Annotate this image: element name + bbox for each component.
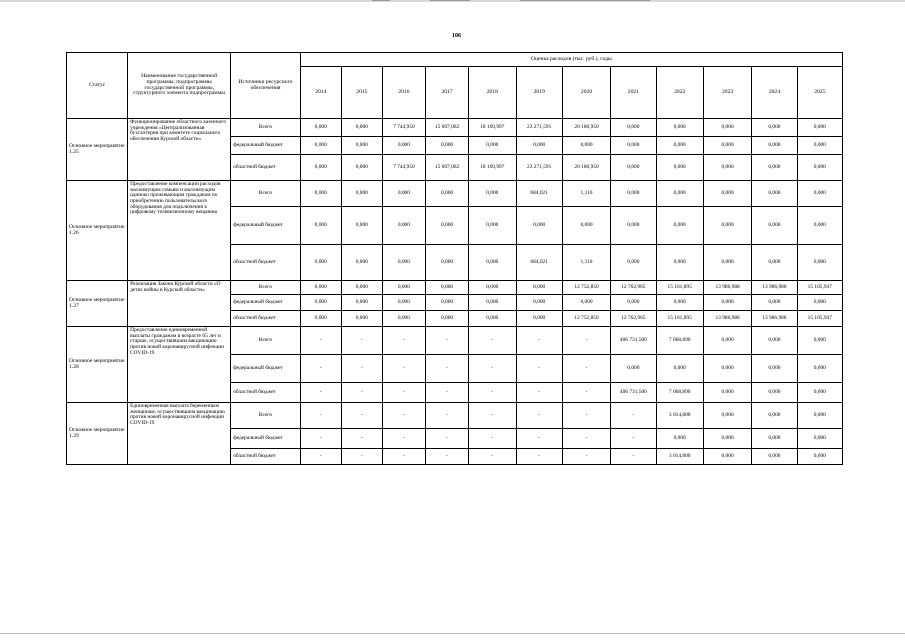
value-cell: - bbox=[425, 383, 468, 403]
header-name: Наименование государственной программы, подпрограммы государственной программы, структурного элемента подпрограммы bbox=[128, 53, 231, 119]
measure-name-cell: Реализация Закона Курской области «О детях войны в Курской области» bbox=[128, 281, 231, 327]
table-row bbox=[67, 327, 843, 355]
value-cell: 0,000 bbox=[752, 355, 797, 383]
value-cell: - bbox=[516, 327, 562, 355]
source-cell: федеральный бюджет bbox=[231, 137, 300, 155]
value-cell: 0,000 bbox=[516, 207, 562, 245]
value-cell: - bbox=[382, 449, 425, 465]
value-cell: 0,000 bbox=[656, 155, 703, 181]
value-cell: 0,000 bbox=[797, 137, 842, 155]
value-cell: 0,000 bbox=[469, 245, 516, 281]
value-cell: 0,000 bbox=[703, 181, 751, 207]
value-cell: - bbox=[516, 355, 562, 383]
value-cell: 0,000 bbox=[469, 207, 516, 245]
value-cell: 0,000 bbox=[425, 137, 468, 155]
value-cell: 0,000 bbox=[516, 137, 562, 155]
value-cell: - bbox=[341, 449, 382, 465]
value-cell: 0,000 bbox=[703, 207, 751, 245]
value-cell: 15 607,062 bbox=[425, 119, 468, 137]
value-cell: 0,000 bbox=[611, 207, 656, 245]
source-cell: Всего bbox=[231, 119, 300, 137]
value-cell: 13 986,988 bbox=[703, 281, 751, 295]
value-cell: - bbox=[611, 403, 656, 429]
value-cell: 0,000 bbox=[752, 403, 797, 429]
table-body bbox=[67, 119, 843, 465]
value-cell: 12 752,850 bbox=[562, 281, 610, 295]
value-cell: 13 986,988 bbox=[752, 281, 797, 295]
header-year: 2024 bbox=[752, 67, 797, 119]
header-estimate: Оценка расходов (тыс. руб.), годы bbox=[300, 53, 842, 67]
value-cell: - bbox=[469, 383, 516, 403]
value-cell: - bbox=[469, 429, 516, 449]
value-cell: 0,000 bbox=[611, 181, 656, 207]
value-cell: 0,000 bbox=[516, 281, 562, 295]
value-cell: 0,000 bbox=[341, 137, 382, 155]
value-cell: - bbox=[425, 449, 468, 465]
value-cell: 20 180,950 bbox=[562, 155, 610, 181]
value-cell: 15 105,947 bbox=[797, 281, 842, 295]
value-cell: - bbox=[382, 403, 425, 429]
value-cell: 0,000 bbox=[752, 155, 797, 181]
header-year: 2025 bbox=[797, 67, 842, 119]
value-cell: - bbox=[382, 355, 425, 383]
value-cell: 0,000 bbox=[703, 245, 751, 281]
value-cell: 0,000 bbox=[797, 429, 842, 449]
value-cell: - bbox=[341, 383, 382, 403]
source-cell: федеральный бюджет bbox=[231, 355, 300, 383]
header-year: 2016 bbox=[382, 67, 425, 119]
value-cell: 12 762,965 bbox=[611, 281, 656, 295]
source-cell: областной бюджет bbox=[231, 245, 300, 281]
value-cell: 0,000 bbox=[469, 281, 516, 295]
value-cell: 7 068,890 bbox=[656, 327, 703, 355]
value-cell: - bbox=[425, 355, 468, 383]
table-row bbox=[67, 281, 843, 295]
value-cell: 3 014,800 bbox=[656, 403, 703, 429]
table-row bbox=[67, 181, 843, 207]
value-cell: - bbox=[469, 403, 516, 429]
header-year: 2015 bbox=[341, 67, 382, 119]
value-cell: 0,000 bbox=[562, 137, 610, 155]
value-cell: 0,000 bbox=[611, 295, 656, 311]
value-cell: 0,000 bbox=[656, 355, 703, 383]
value-cell: - bbox=[562, 429, 610, 449]
source-cell: Всего bbox=[231, 327, 300, 355]
value-cell: 0,000 bbox=[656, 295, 703, 311]
value-cell: 20 180,950 bbox=[562, 119, 610, 137]
value-cell: - bbox=[562, 355, 610, 383]
source-cell: федеральный бюджет bbox=[231, 295, 300, 311]
value-cell: 0,000 bbox=[656, 245, 703, 281]
value-cell: - bbox=[562, 403, 610, 429]
source-cell: областной бюджет bbox=[231, 449, 300, 465]
value-cell: 0,000 bbox=[611, 355, 656, 383]
value-cell: 0,000 bbox=[425, 207, 468, 245]
value-cell: 0,000 bbox=[300, 119, 341, 137]
measure-name-cell: Единовременная выплата беременным женщинам, осуществившим вакцинацию против новой коронавирусной инфекции COVID-19 bbox=[128, 403, 231, 465]
value-cell: 18 169,997 bbox=[469, 119, 516, 137]
value-cell: 0,000 bbox=[425, 245, 468, 281]
value-cell: - bbox=[300, 327, 341, 355]
value-cell: 0,000 bbox=[300, 155, 341, 181]
source-cell: федеральный бюджет bbox=[231, 429, 300, 449]
status-cell: Основное мероприятие 1.26 bbox=[67, 181, 128, 281]
value-cell: 0,000 bbox=[341, 281, 382, 295]
value-cell: 15 161,895 bbox=[656, 311, 703, 327]
measure-name-cell: Предоставление единовременной выплаты гражданам в возрасте 65 лет и старше, осуществившим вакцинацию против новой коронавирусной инфекции COVID-19 bbox=[128, 327, 231, 403]
header-year: 2020 bbox=[562, 67, 610, 119]
scan-mark bbox=[520, 0, 650, 1]
value-cell: 0,000 bbox=[469, 295, 516, 311]
value-cell: 0,000 bbox=[300, 245, 341, 281]
value-cell: - bbox=[382, 429, 425, 449]
source-cell: федеральный бюджет bbox=[231, 207, 300, 245]
value-cell: - bbox=[425, 429, 468, 449]
source-cell: областной бюджет bbox=[231, 155, 300, 181]
value-cell: 0,000 bbox=[656, 207, 703, 245]
source-cell: областной бюджет bbox=[231, 311, 300, 327]
value-cell: - bbox=[382, 383, 425, 403]
value-cell: - bbox=[562, 327, 610, 355]
scan-mark bbox=[372, 0, 390, 1]
value-cell: 0,000 bbox=[752, 207, 797, 245]
value-cell: 18 169,997 bbox=[469, 155, 516, 181]
value-cell: - bbox=[516, 429, 562, 449]
value-cell: 0,000 bbox=[425, 295, 468, 311]
value-cell: 0,000 bbox=[797, 155, 842, 181]
value-cell: 13 986,988 bbox=[752, 311, 797, 327]
value-cell: - bbox=[469, 327, 516, 355]
value-cell: 0,000 bbox=[300, 137, 341, 155]
value-cell: 0,000 bbox=[611, 137, 656, 155]
header-year: 2022 bbox=[656, 67, 703, 119]
scan-bottom-edge bbox=[0, 633, 905, 634]
value-cell: 15 607,062 bbox=[425, 155, 468, 181]
value-cell: 0,000 bbox=[752, 327, 797, 355]
value-cell: - bbox=[562, 449, 610, 465]
value-cell: 0,000 bbox=[797, 327, 842, 355]
value-cell: - bbox=[300, 355, 341, 383]
value-cell: 684,021 bbox=[516, 245, 562, 281]
value-cell: 684,021 bbox=[516, 181, 562, 207]
header-year: 2018 bbox=[469, 67, 516, 119]
value-cell: 0,000 bbox=[703, 355, 751, 383]
header-status: Статус bbox=[67, 53, 128, 119]
value-cell: - bbox=[300, 383, 341, 403]
value-cell: 0,000 bbox=[797, 207, 842, 245]
value-cell: 3 014,800 bbox=[656, 449, 703, 465]
value-cell: 0,000 bbox=[425, 281, 468, 295]
status-cell: Основное мероприятие 1.28 bbox=[67, 327, 128, 403]
value-cell: 0,000 bbox=[752, 119, 797, 137]
value-cell: 0,000 bbox=[382, 181, 425, 207]
header-source: Источники ресурсного обеспечения bbox=[231, 53, 300, 119]
table-row bbox=[67, 119, 843, 137]
value-cell: 0,000 bbox=[611, 119, 656, 137]
value-cell: 0,000 bbox=[341, 119, 382, 137]
source-cell: областной бюджет bbox=[231, 383, 300, 403]
value-cell: 0,000 bbox=[611, 245, 656, 281]
value-cell: 0,000 bbox=[656, 429, 703, 449]
value-cell: 0,000 bbox=[341, 155, 382, 181]
value-cell: - bbox=[341, 429, 382, 449]
source-cell: Всего bbox=[231, 181, 300, 207]
value-cell: 7 744,950 bbox=[382, 119, 425, 137]
value-cell: 0,000 bbox=[341, 295, 382, 311]
value-cell: 1,110 bbox=[562, 181, 610, 207]
value-cell: - bbox=[562, 383, 610, 403]
value-cell: 0,000 bbox=[300, 311, 341, 327]
value-cell: - bbox=[300, 429, 341, 449]
value-cell: - bbox=[300, 403, 341, 429]
value-cell: - bbox=[341, 327, 382, 355]
value-cell: 0,000 bbox=[797, 119, 842, 137]
header-year: 2021 bbox=[611, 67, 656, 119]
value-cell: - bbox=[516, 403, 562, 429]
value-cell: - bbox=[425, 403, 468, 429]
value-cell: 406 731,500 bbox=[611, 327, 656, 355]
value-cell: 0,000 bbox=[382, 295, 425, 311]
value-cell: 0,000 bbox=[703, 429, 751, 449]
value-cell: 13 986,988 bbox=[703, 311, 751, 327]
value-cell: 7 744,950 bbox=[382, 155, 425, 181]
value-cell: 0,000 bbox=[562, 207, 610, 245]
value-cell: 0,000 bbox=[797, 181, 842, 207]
value-cell: 406 731,500 bbox=[611, 383, 656, 403]
value-cell: 0,000 bbox=[469, 181, 516, 207]
status-cell: Основное мероприятие 1.25 bbox=[67, 119, 128, 181]
value-cell: 0,000 bbox=[562, 295, 610, 311]
value-cell: 0,000 bbox=[703, 449, 751, 465]
value-cell: 12 762,965 bbox=[611, 311, 656, 327]
value-cell: 0,000 bbox=[469, 311, 516, 327]
value-cell: - bbox=[469, 449, 516, 465]
source-cell: Всего bbox=[231, 403, 300, 429]
value-cell: - bbox=[516, 449, 562, 465]
value-cell: 0,000 bbox=[382, 281, 425, 295]
value-cell: 7 068,890 bbox=[656, 383, 703, 403]
value-cell: 0,000 bbox=[341, 181, 382, 207]
value-cell: 15 105,947 bbox=[797, 311, 842, 327]
value-cell: - bbox=[341, 403, 382, 429]
value-cell: 0,000 bbox=[469, 137, 516, 155]
value-cell: 0,000 bbox=[382, 311, 425, 327]
page-number: 106 bbox=[452, 33, 461, 39]
value-cell: 0,000 bbox=[703, 119, 751, 137]
value-cell: 0,000 bbox=[797, 383, 842, 403]
value-cell: 1,110 bbox=[562, 245, 610, 281]
table-row bbox=[67, 403, 843, 429]
value-cell: 0,000 bbox=[341, 207, 382, 245]
value-cell: 0,000 bbox=[341, 311, 382, 327]
value-cell: - bbox=[382, 327, 425, 355]
value-cell: 0,000 bbox=[703, 383, 751, 403]
value-cell: 0,000 bbox=[300, 207, 341, 245]
value-cell: 0,000 bbox=[752, 137, 797, 155]
status-cell: Основное мероприятие 1.29 bbox=[67, 403, 128, 465]
value-cell: 0,000 bbox=[341, 245, 382, 281]
value-cell: 23 271,591 bbox=[516, 119, 562, 137]
value-cell: 0,000 bbox=[703, 403, 751, 429]
value-cell: 0,000 bbox=[797, 245, 842, 281]
value-cell: 0,000 bbox=[752, 383, 797, 403]
measure-name-cell: Предоставление компенсации расходов малоимущим семьям и малоимущим одиноко проживающим гражданам по приобретению пользовательского оборудования для подключения к цифровому телевизионному вещанию bbox=[128, 181, 231, 281]
value-cell: 0,000 bbox=[516, 295, 562, 311]
header-year: 2023 bbox=[703, 67, 751, 119]
value-cell: 0,000 bbox=[797, 449, 842, 465]
value-cell: 0,000 bbox=[382, 137, 425, 155]
value-cell: 0,000 bbox=[752, 181, 797, 207]
value-cell: 0,000 bbox=[752, 245, 797, 281]
value-cell: 0,000 bbox=[382, 245, 425, 281]
value-cell: 0,000 bbox=[300, 295, 341, 311]
value-cell: - bbox=[300, 449, 341, 465]
source-cell: Всего bbox=[231, 281, 300, 295]
value-cell: - bbox=[611, 429, 656, 449]
header-year: 2017 bbox=[425, 67, 468, 119]
value-cell: - bbox=[469, 355, 516, 383]
value-cell: 0,000 bbox=[656, 119, 703, 137]
value-cell: 0,000 bbox=[656, 137, 703, 155]
value-cell: 12 752,850 bbox=[562, 311, 610, 327]
header-year: 2014 bbox=[300, 67, 341, 119]
value-cell: 0,000 bbox=[425, 311, 468, 327]
value-cell: 0,000 bbox=[300, 181, 341, 207]
value-cell: - bbox=[425, 327, 468, 355]
value-cell: 0,000 bbox=[703, 155, 751, 181]
header-year: 2019 bbox=[516, 67, 562, 119]
value-cell: 0,000 bbox=[797, 355, 842, 383]
value-cell: 0,000 bbox=[703, 295, 751, 311]
value-cell: 0,000 bbox=[703, 137, 751, 155]
value-cell: - bbox=[341, 355, 382, 383]
value-cell: - bbox=[516, 383, 562, 403]
value-cell: 0,000 bbox=[797, 403, 842, 429]
value-cell: - bbox=[611, 449, 656, 465]
value-cell: 0,000 bbox=[703, 327, 751, 355]
budget-table bbox=[66, 52, 843, 465]
value-cell: 0,000 bbox=[752, 449, 797, 465]
value-cell: 0,000 bbox=[425, 181, 468, 207]
value-cell: 0,000 bbox=[656, 181, 703, 207]
value-cell: 23 271,591 bbox=[516, 155, 562, 181]
status-cell: Основное мероприятие 1.27 bbox=[67, 281, 128, 327]
value-cell: 0,000 bbox=[300, 281, 341, 295]
value-cell: 0,000 bbox=[516, 311, 562, 327]
value-cell: 15 161,895 bbox=[656, 281, 703, 295]
value-cell: 0,000 bbox=[382, 207, 425, 245]
value-cell: 0,000 bbox=[797, 295, 842, 311]
value-cell: 0,000 bbox=[611, 155, 656, 181]
measure-name-cell: Функционирование областного казенного учреждения «Централизованная бухгалтерия при комитете социального обеспечения Курской области» bbox=[128, 119, 231, 181]
value-cell: 0,000 bbox=[752, 295, 797, 311]
value-cell: 0,000 bbox=[752, 429, 797, 449]
scan-mark bbox=[430, 0, 470, 1]
